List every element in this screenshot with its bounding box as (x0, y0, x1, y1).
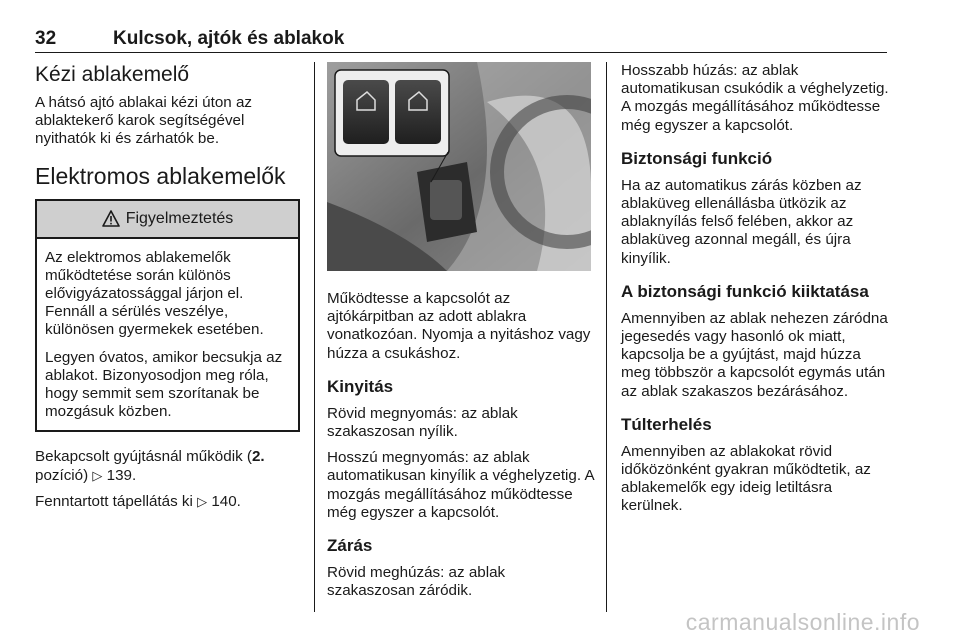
opening-long-press: Hosszú megnyomás: az ablak automatikusan kinyílik a véghelyzetig. A mozgás megállításához működtesse még egyszer a kapcsolót. (327, 449, 594, 521)
override-text: Amennyiben az ablak nehezen záródna jegesedés vagy hasonló ok miatt, kapcsolja be a gyújtást, majd húzza meg többször a kapcsolót egymás után az ablak szakaszos bezárásához. (621, 309, 888, 400)
page-reference-arrow-icon: ▷ (92, 467, 103, 483)
electric-windows-heading: Elektromos ablakemelők (35, 162, 286, 189)
chapter-title: Kulcsok, ajtók és ablakok (113, 28, 345, 49)
opening-heading: Kinyitás (327, 376, 394, 396)
warning-paragraph-1: Az elektromos ablakemelők működtetése során különös elővigyázatossággal járjon el. Fennáll a sérülés veszélye, különösen gyermekek esetében. (45, 248, 264, 339)
closing-heading: Zárás (327, 536, 373, 556)
ignition-page-ref[interactable]: 139. (106, 466, 137, 484)
manual-window-text: A hátsó ajtó ablakai kézi úton az ablaktekerő karok segítségével nyithatók ki és zárhatók be. (35, 94, 252, 148)
watermark: carmanualsonline.info (685, 609, 920, 635)
closing-long-pull: Hosszabb húzás: az ablak automatikusan csukódik a véghelyzetig. A mozgás megállításához működtesse még egyszer a kapcsolót. (621, 62, 889, 134)
right-column (621, 62, 891, 524)
page-reference-arrow-icon: ▷ (197, 493, 208, 509)
switch-instruction: Működtesse a kapcsolót az ajtókárpitban az adott ablakra vonatkozóan. Nyomja a nyitáshoz vagy húzza a csukáshoz. (327, 290, 591, 362)
retained-power-note: Fenntartott tápellátás ki ▷ 140. (35, 492, 241, 510)
overload-heading: Túlterhelés (621, 414, 712, 434)
override-heading: A biztonsági funkció kiiktatása (621, 281, 869, 301)
closing-short-pull: Rövid meghúzás: az ablak szakaszosan záródik. (327, 564, 506, 600)
left-column (35, 62, 300, 519)
manual-window-heading: Kézi ablakemelő (35, 63, 190, 86)
safety-text: Ha az automatikus zárás közben az ablaküveg ellenállásba ütközik az ablaknyílás felső felében, akkor az ablaküveg azonnal megáll, és újra kinyílik. (621, 176, 862, 267)
column-divider-left (314, 62, 315, 612)
window-switch-photo (327, 62, 591, 271)
retained-page-ref[interactable]: 140. (211, 492, 241, 510)
warning-box (35, 199, 300, 433)
warning-body (37, 239, 298, 422)
warning-paragraph-2: Legyen óvatos, amikor becsukja az ablakot. Bizonyosodjon meg róla, hogy semmit sem szorítanak be mozgásuk közben. (45, 348, 283, 421)
page-header (35, 26, 887, 53)
column-divider-right (606, 62, 607, 612)
ignition-note: Bekapcsolt gyújtásnál működik (2. pozíció) ▷ 139. (35, 448, 265, 484)
safety-heading: Biztonsági funkció (621, 148, 773, 168)
middle-column (327, 62, 595, 608)
warning-header (37, 201, 298, 239)
warning-triangle-icon (102, 210, 120, 227)
warning-title: Figyelmeztetés (125, 209, 234, 227)
ignition-position: 2. (251, 448, 265, 466)
overload-text: Amennyiben az ablakokat rövid időközönként gyakran működtetik, az ablakemelők egy ideig letiltásra kerülnek. (621, 442, 871, 515)
opening-short-press: Rövid megnyomás: az ablak szakaszosan nyílik. (327, 404, 518, 441)
page-number: 32 (35, 28, 57, 49)
